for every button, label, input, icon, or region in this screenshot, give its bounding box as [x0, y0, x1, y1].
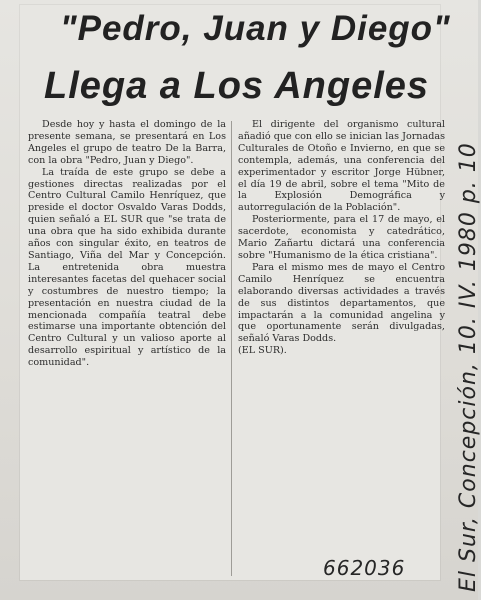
newspaper-clipping: [20, 5, 451, 580]
headline-line-1: "Pedro, Juan y Diego": [60, 9, 451, 48]
column-divider: [231, 121, 232, 576]
article-paragraph: La traída de este grupo se debe a gestiones directas realizadas por el Centro Cultural Camilo Henríquez, que preside el doctor Osvaldo Varas Dodds, quien señaló a EL SUR que "se trata de una obra que ha sido exhibida durante años con singular éxito, en teatros de Santiago, Viña del Mar y Concepción. La entretenida obra muestra interesantes facetas del quehacer social y costumbres de nuestro tiempo; la presentación en nuestra ciudad de la mencionada compañía teatral debe estimarse una importante obtención del Centro Cultural y un valioso aporte al desarrollo espiritual y artístico de la comunidad".: [28, 166, 226, 369]
handwritten-source-note: El Sur, Concepción, 10. IV. 1980 p. 10: [456, 142, 481, 592]
article-byline: (EL SUR).: [238, 345, 287, 357]
article-column-right: [238, 119, 445, 357]
headline-line-2: Llega a Los Angeles: [44, 65, 430, 107]
article-paragraph: Para el mismo mes de mayo el Centro Camilo Henríquez se encuentra elaborando diversas actividades a través de sus distintos departamentos, que impactarán a la comunidad angelina y que oportunamente serán divulgadas, señaló Varas Dodds.: [238, 261, 445, 345]
article-paragraph: El dirigente del organismo cultural añadió que con ello se inician las Jornadas Culturales de Otoño e Invierno, en que se contempla, además, una conferencia del experimentador y escritor Jorge Hübner, el día 19 de abril, sobre el tema "Mito de la Explosión Demográfica y autorregulación de la Población".: [238, 119, 445, 214]
article-column-left: [28, 119, 226, 369]
article-paragraph: Desde hoy y hasta el domingo de la presente semana, se presentará en Los Angeles el grupo de teatro De la Barra, con la obra "Pedro, Juan y Diego".: [28, 119, 226, 166]
article-paragraph: Posteriormente, para el 17 de mayo, el sacerdote, economista y catedrático, Mario Zañartu dictará una conferencia sobre "Humanismo de la ética cristiana".: [238, 214, 445, 261]
handwritten-catalog-number: 662036: [323, 556, 406, 580]
